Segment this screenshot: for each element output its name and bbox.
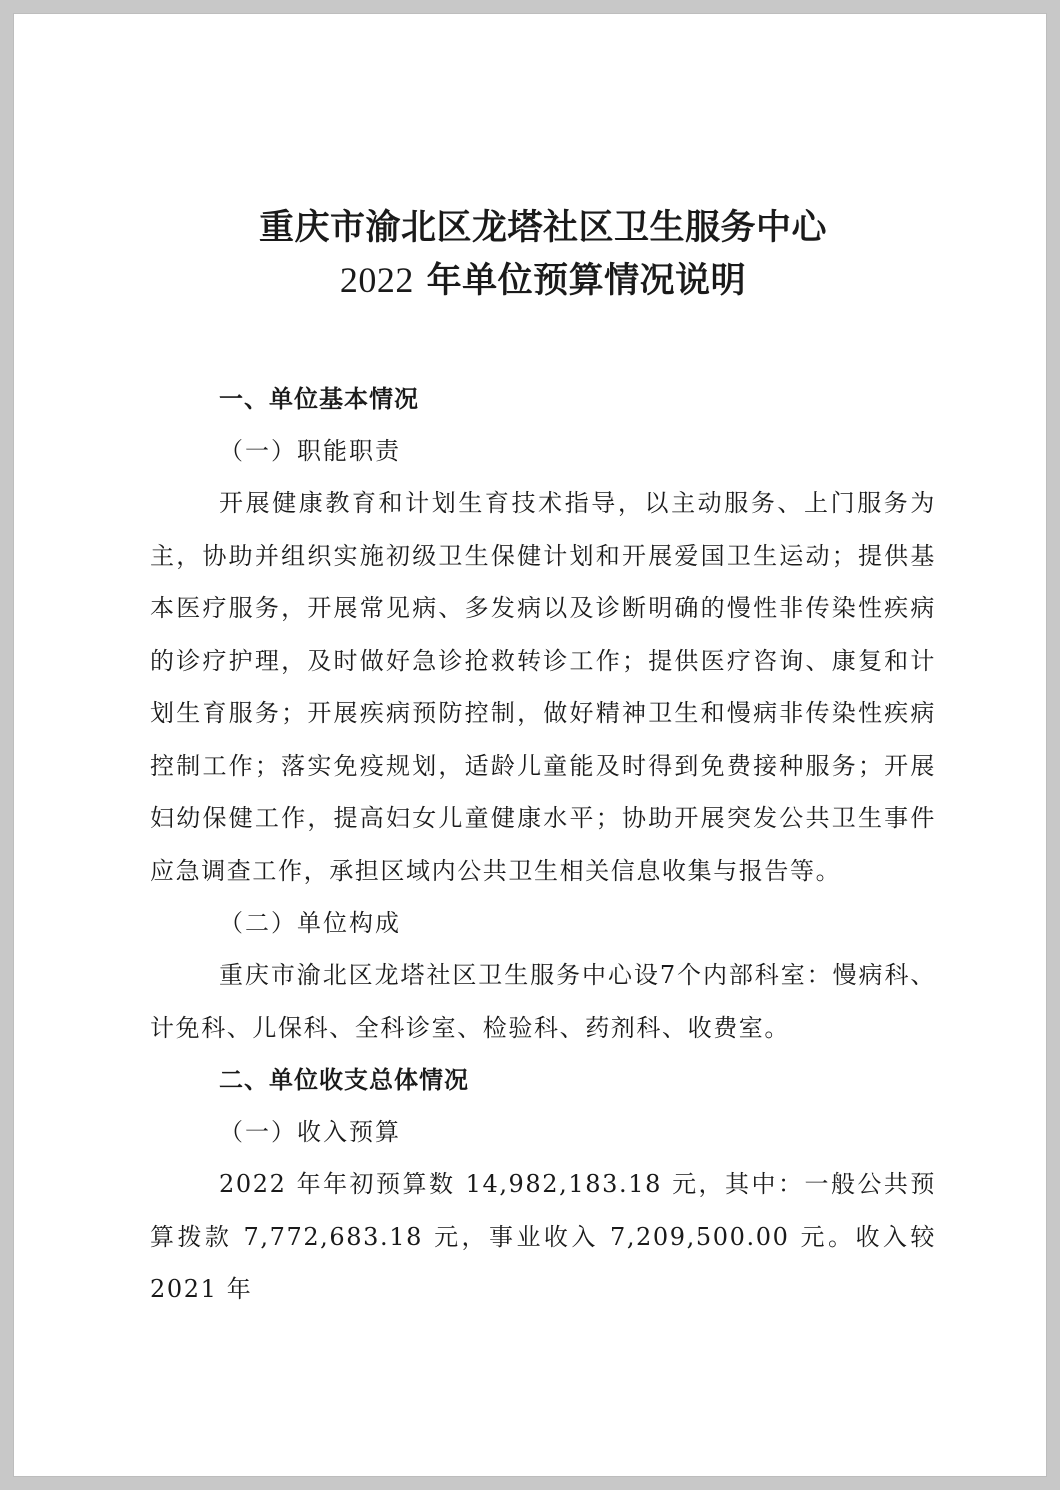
document-page [14,14,1046,1476]
section-1-heading: 一、单位基本情况 [219,385,419,413]
section-1-sub-1-paragraph: 开展健康教育和计划生育技术指导，以主动服务、上门服务为主，协助并组织实施初级卫生保健计划和开展爱国卫生运动；提供基本医疗服务，开展常见病、多发病以及诊断明确的慢性非传染性疾病的诊疗护理，及时做好急诊抢救转诊工作；提供医疗咨询、康复和计划生育服务；开展疾病预防控制，做好精神卫生和慢病非传染性疾病控制工作；落实免疫规划，适龄儿童能及时得到免费接种服务；开展妇幼保健工作，提高妇女儿童健康水平；协助开展突发公共卫生事件应急调查工作，承担区域内公共卫生相关信息收集与报告等。 [150,489,936,885]
section-2-heading: 二、单位收支总体情况 [219,1066,469,1094]
section-2-sub-1-paragraph: 2022 年年初预算数 14,982,183.18 元，其中：一般公共预算拨款 7,772,683.18 元，事业收入 7,209,500.00 元。收入较 2021 年 [150,1170,936,1303]
document-title [150,202,936,307]
section-1-sub-1-heading: （一）职能职责 [219,437,401,465]
section-1-sub-2-paragraph: 重庆市渝北区龙塔社区卫生服务中心设7个内部科室：慢病科、计免科、儿保科、全科诊室、检验科、药剂科、收费室。 [150,961,936,1042]
title-year: 2022 [339,260,414,300]
title-spacer [150,307,936,373]
section-1-sub-2-heading: （二）单位构成 [219,909,401,937]
title-line-1: 重庆市渝北区龙塔社区卫生服务中心 [258,208,827,248]
section-2-sub-1-heading: （一）收入预算 [219,1118,401,1146]
document-content [150,202,936,1316]
title-line-2: 年单位预算情况说明 [426,261,747,301]
